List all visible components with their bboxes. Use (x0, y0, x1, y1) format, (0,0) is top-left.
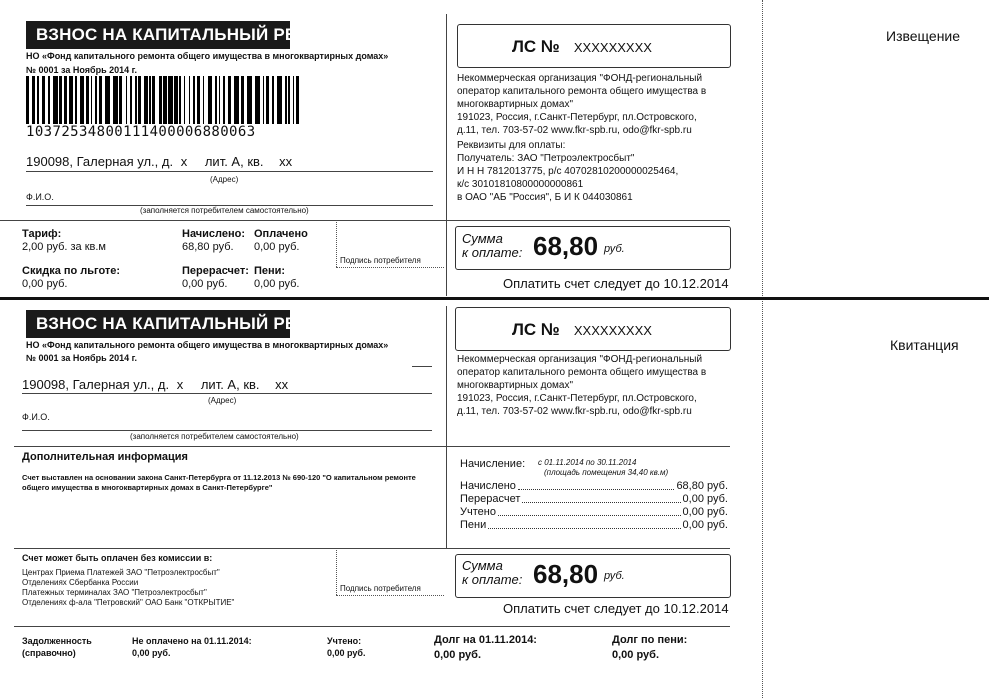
charge-row (460, 506, 728, 519)
charge-row-label: Пени (460, 519, 487, 531)
receipt-address-apt: хх (275, 377, 289, 392)
payment-details-line: в ОАО "АБ "Россия", Б И К 044030861 (457, 192, 633, 203)
org-info-line: 191023, Россия, г.Санкт-Петербург, пл.Островского, (457, 112, 697, 123)
receipt-account-label: ЛС № (512, 320, 560, 339)
section-separator (0, 297, 989, 300)
receipt-address-line (22, 377, 288, 392)
address-house: х (180, 154, 188, 169)
receipt-sum-label-1: Сумма (462, 558, 503, 573)
org-info-line: оператор капитального ремонта общего имущества в (457, 86, 707, 97)
org-info-line: многоквартирных домах" (457, 99, 574, 110)
recalc-value: 0,00 руб. (182, 278, 228, 290)
receipt-org-info-line: д.11, тел. 703-57-02 www.fkr-spb.ru, odo@fkr-spb.ru (457, 406, 692, 417)
receipt-account-number (512, 320, 652, 340)
receipt-fund-name: НО «Фонд капитального ремонта общего имущества в многоквартирных домах» (26, 340, 389, 350)
discount-value: 0,00 руб. (22, 278, 68, 290)
receipt-address-lit: лит. А, кв. (200, 377, 260, 392)
no-commission-list (22, 568, 234, 608)
payment-details-line: И Н Н 7812013775, р/с 40702810200000025464, (457, 166, 679, 177)
signature-caption: Подпись потребителя (340, 256, 421, 265)
account-value: ХХХХХХХХХ (573, 40, 652, 55)
payment-details-line: Получатель: ЗАО "Петроэлектросбыт" (457, 153, 635, 164)
address-caption: (Адрес) (210, 175, 239, 184)
no-commission-line: Отделениях Сбербанка России (22, 578, 139, 587)
receipt-address-house: х (176, 377, 184, 392)
no-commission-line: Центрах Приема Платежей ЗАО "Петроэлектросбыт" (22, 568, 220, 577)
charges-period: с 01.11.2014 по 30.11.2014 (538, 458, 637, 467)
receipt-org-info-line: 191023, Россия, г.Санкт-Петербург, пл.Островского, (457, 393, 697, 404)
receipt-org-info-line: Некоммерческая организация "ФОНД-региональный (457, 354, 703, 365)
receipt-signature-caption: Подпись потребителя (340, 584, 421, 593)
extra-info-line-1: Счет выставлен на основании закона Санкт-Петербурга от 11.12.2013 № 690-120 "О капитальном ремонте (22, 473, 416, 482)
charge-row (460, 480, 728, 493)
sum-unit: руб. (604, 243, 625, 255)
no-commission-title: Счет может быть оплачен без комиссии в: (22, 553, 213, 563)
no-commission-line: Платежных терминалах ЗАО "Петроэлектросбыт" (22, 588, 207, 597)
receipt-account-value: ХХХХХХХХХ (573, 323, 652, 338)
sum-label-1: Сумма (462, 231, 503, 246)
receipt-org-info-line: многоквартирных домах" (457, 380, 574, 391)
payment-details (457, 139, 678, 204)
account-label: ЛС № (512, 37, 560, 56)
address-street: 190098, Галерная ул., д. (26, 154, 174, 169)
extra-info-title: Дополнительная информация (22, 451, 188, 463)
charge-row-value: 0,00 руб. (682, 493, 728, 505)
paid-value: 0,00 руб. (254, 241, 300, 253)
tariff-label: Тариф: (22, 228, 62, 240)
charge-row-label: Учтено (460, 506, 496, 518)
due-date: Оплатить счет следует до 10.12.2014 (503, 276, 729, 291)
charge-row (460, 493, 728, 506)
receipt-fio-label: Ф.И.О. (22, 412, 50, 422)
org-info-line: Некоммерческая организация "ФОНД-региональный (457, 73, 703, 84)
charge-row-label: Начислено (460, 480, 516, 492)
charges-area: (площадь помещения 34,40 кв.м) (544, 468, 669, 477)
barcode (26, 76, 302, 124)
debt-on-label: Долг на 01.11.2014: (434, 634, 537, 646)
fio-label: Ф.И.О. (26, 192, 54, 202)
receipt-self-fill-caption: (заполняется потребителем самостоятельно) (130, 432, 299, 441)
charged-label: Начислено: (182, 228, 246, 240)
address-line (26, 154, 292, 169)
receipt-org-info-line: оператор капитального ремонта общего имущества в (457, 367, 707, 378)
charges-rows (460, 480, 728, 532)
address-lit: лит. А, кв. (204, 154, 264, 169)
receipt-due-date: Оплатить счет следует до 10.12.2014 (503, 601, 729, 616)
no-commission-line: Отделениях ф-ала "Петровский" ОАО Банк "ОТКРЫТИЕ" (22, 598, 235, 607)
org-info-line: д.11, тел. 703-57-02 www.fkr-spb.ru, odo@fkr-spb.ru (457, 125, 692, 136)
charge-row-label: Перерасчет (460, 493, 521, 505)
receipt-sum-label-2: к оплате: (462, 572, 523, 587)
org-info (457, 72, 706, 137)
debt-label-1: Задолженность (22, 636, 92, 646)
charge-row-value: 0,00 руб. (682, 519, 728, 531)
counted-label: Учтено: (327, 636, 362, 646)
notice-label: Извещение (886, 28, 961, 44)
penalty-debt-label: Долг по пени: (612, 634, 688, 646)
charges-detail-label: Начисление: (460, 458, 526, 470)
counted-value: 0,00 руб. (327, 648, 366, 658)
unpaid-label: Не оплачено на 01.11.2014: (132, 636, 252, 646)
debt-on-value: 0,00 руб. (434, 649, 482, 661)
payment-details-line: к/с 30101810800000000861 (457, 179, 584, 190)
receipt-label: Квитанция (890, 337, 959, 353)
charge-row-value: 0,00 руб. (682, 506, 728, 518)
doc-number: № 0001 за Ноябрь 2014 г. (26, 65, 138, 75)
discount-label: Скидка по льготе: (22, 265, 121, 277)
self-fill-caption: (заполняется потребителем самостоятельно) (140, 206, 309, 215)
barcode-number: 10372534800111400006880063 (26, 124, 256, 140)
fund-name: НО «Фонд капитального ремонта общего имущества в многоквартирных домах» (26, 51, 389, 61)
charged-value: 68,80 руб. (182, 241, 234, 253)
tariff-value: 2,00 руб. за кв.м (22, 241, 106, 253)
account-number (512, 37, 652, 57)
receipt-sum-unit: руб. (604, 570, 625, 582)
receipt-doc-number: № 0001 за Ноябрь 2014 г. (26, 353, 138, 363)
penalty-label: Пени: (254, 265, 286, 277)
receipt-sum-amount: 68,80 (533, 559, 599, 589)
receipt-org-info (457, 353, 706, 418)
recalc-label: Перерасчет: (182, 265, 249, 277)
receipt-address-caption: (Адрес) (208, 396, 237, 405)
address-apt: хх (279, 154, 293, 169)
sum-label-2: к оплате: (462, 245, 523, 260)
debt-label-2: (справочно) (22, 648, 76, 658)
extra-info-line-2: общего имущества в многоквартирных домах в Санкт-Петербурге" (22, 483, 273, 492)
receipt-title: ВЗНОС НА КАПИТАЛЬНЫЙ РЕМОНТ (26, 310, 290, 338)
document-title: ВЗНОС НА КАПИТАЛЬНЫЙ РЕМОНТ (26, 21, 290, 49)
sum-amount: 68,80 (533, 231, 599, 261)
payment-details-line: Реквизиты для оплаты: (457, 140, 566, 151)
paid-label: Оплачено (254, 228, 308, 240)
receipt-address-street: 190098, Галерная ул., д. (22, 377, 170, 392)
penalty-debt-value: 0,00 руб. (612, 649, 660, 661)
charge-row (460, 519, 728, 532)
penalty-value: 0,00 руб. (254, 278, 300, 290)
charge-row-value: 68,80 руб. (676, 480, 728, 492)
unpaid-value: 0,00 руб. (132, 648, 171, 658)
